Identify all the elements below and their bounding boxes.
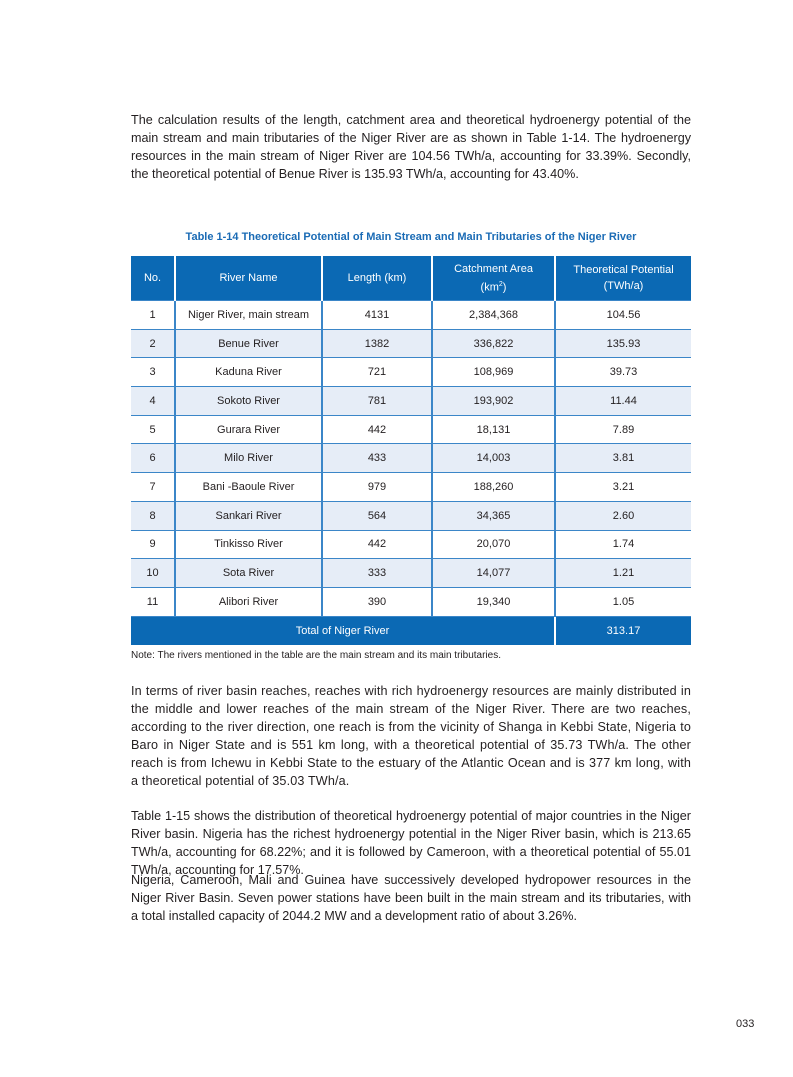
cell-no: 6 bbox=[131, 444, 175, 473]
table-row bbox=[131, 387, 691, 416]
cell-river-name: Tinkisso River bbox=[175, 530, 322, 559]
table-row bbox=[131, 530, 691, 559]
cell-potential: 7.89 bbox=[555, 415, 691, 444]
cell-river-name: Niger River, main stream bbox=[175, 301, 322, 330]
cell-no: 10 bbox=[131, 559, 175, 588]
cell-catchment-area: 34,365 bbox=[432, 501, 555, 530]
table-row bbox=[131, 329, 691, 358]
cell-potential: 39.73 bbox=[555, 358, 691, 387]
cell-potential: 3.21 bbox=[555, 473, 691, 502]
table-caption: Table 1-14 Theoretical Potential of Main Stream and Main Tributaries of the Niger River bbox=[185, 231, 637, 243]
total-label: Total of Niger River bbox=[131, 616, 555, 645]
cell-length: 442 bbox=[322, 415, 432, 444]
table-row bbox=[131, 444, 691, 473]
cell-length: 979 bbox=[322, 473, 432, 502]
cell-catchment-area: 193,902 bbox=[432, 387, 555, 416]
cell-length: 4131 bbox=[322, 301, 432, 330]
cell-river-name: Gurara River bbox=[175, 415, 322, 444]
cell-potential: 104.56 bbox=[555, 301, 691, 330]
cell-length: 721 bbox=[322, 358, 432, 387]
cell-length: 390 bbox=[322, 587, 432, 616]
cell-river-name: Bani -Baoule River bbox=[175, 473, 322, 502]
cell-catchment-area: 336,822 bbox=[432, 329, 555, 358]
cell-no: 4 bbox=[131, 387, 175, 416]
header-no: No. bbox=[131, 256, 175, 301]
cell-potential: 1.05 bbox=[555, 587, 691, 616]
table-header-row bbox=[131, 256, 691, 301]
cell-catchment-area: 14,003 bbox=[432, 444, 555, 473]
cell-no: 3 bbox=[131, 358, 175, 387]
cell-catchment-area: 2,384,368 bbox=[432, 301, 555, 330]
cell-length: 433 bbox=[322, 444, 432, 473]
intro-paragraph: The calculation results of the length, catchment area and theoretical hydroenergy potential of the main stream and main tributaries of the Niger River are as shown in Table 1-14. The hydroenergy resources in the main stream of Niger River are 104.56 TWh/a, accounting for 33.39%. Secondly, the theoretical potential of Benue River is 135.93 TWh/a, accounting for 43.40%. bbox=[131, 113, 691, 181]
page-number: 033 bbox=[736, 1018, 755, 1030]
cell-length: 564 bbox=[322, 501, 432, 530]
cell-catchment-area: 19,340 bbox=[432, 587, 555, 616]
cell-catchment-area: 20,070 bbox=[432, 530, 555, 559]
cell-length: 442 bbox=[322, 530, 432, 559]
table-row bbox=[131, 501, 691, 530]
table-row bbox=[131, 559, 691, 588]
cell-catchment-area: 14,077 bbox=[432, 559, 555, 588]
cell-potential: 1.74 bbox=[555, 530, 691, 559]
cell-potential: 135.93 bbox=[555, 329, 691, 358]
table-row bbox=[131, 473, 691, 502]
countries-paragraph: Table 1-15 shows the distribution of theoretical hydroenergy potential of major countries in the Niger River basin. Nigeria has the richest hydroenergy potential in the Niger River basin, which is 213.65 TWh/a, accounting for 68.22%; and it is followed by Cameroon, with a theoretical potential of 55.01 TWh/a, accounting for 17.57%. bbox=[131, 809, 691, 877]
cell-length: 333 bbox=[322, 559, 432, 588]
cell-no: 9 bbox=[131, 530, 175, 559]
cell-potential: 1.21 bbox=[555, 559, 691, 588]
cell-catchment-area: 18,131 bbox=[432, 415, 555, 444]
header-length: Length (km) bbox=[322, 256, 432, 301]
cell-no: 7 bbox=[131, 473, 175, 502]
cell-river-name: Milo River bbox=[175, 444, 322, 473]
header-theoretical-potential: Theoretical Potential (TWh/a) bbox=[555, 256, 691, 301]
cell-length: 781 bbox=[322, 387, 432, 416]
reaches-paragraph: In terms of river basin reaches, reaches with rich hydroenergy resources are mainly distributed in the middle and lower reaches of the main stream of the Niger River. There are two reaches, according to the river direction, one reach is from the vicinity of Shanga in Kebbi State, Nigeria to Baro in Niger State and is 551 km long, with a theoretical potential of 35.73 TWh/a. The other reach is from Ichewu in Kebbi State to the estuary of the Atlantic Ocean and is 377 km long, with a theoretical potential of 35.03 TWh/a. bbox=[131, 684, 691, 788]
cell-river-name: Sankari River bbox=[175, 501, 322, 530]
total-row bbox=[131, 616, 691, 645]
cell-length: 1382 bbox=[322, 329, 432, 358]
cell-catchment-area: 188,260 bbox=[432, 473, 555, 502]
development-paragraph: Nigeria, Cameroon, Mali and Guinea have successively developed hydropower resources in the Niger River Basin. Seven power stations have been built in the main stream and its tributaries, with a total installed capacity of 2044.2 MW and a development ratio of about 3.26%. bbox=[131, 873, 691, 923]
cell-river-name: Sota River bbox=[175, 559, 322, 588]
cell-potential: 11.44 bbox=[555, 387, 691, 416]
header-river-name: River Name bbox=[175, 256, 322, 301]
cell-no: 11 bbox=[131, 587, 175, 616]
table-row bbox=[131, 301, 691, 330]
cell-potential: 3.81 bbox=[555, 444, 691, 473]
cell-river-name: Sokoto River bbox=[175, 387, 322, 416]
cell-river-name: Alibori River bbox=[175, 587, 322, 616]
table-row bbox=[131, 587, 691, 616]
river-potential-table bbox=[131, 256, 691, 645]
cell-no: 2 bbox=[131, 329, 175, 358]
table-row bbox=[131, 358, 691, 387]
table-row bbox=[131, 415, 691, 444]
cell-river-name: Benue River bbox=[175, 329, 322, 358]
cell-catchment-area: 108,969 bbox=[432, 358, 555, 387]
table-note: Note: The rivers mentioned in the table are the main stream and its main tributaries. bbox=[131, 650, 501, 661]
cell-no: 8 bbox=[131, 501, 175, 530]
cell-potential: 2.60 bbox=[555, 501, 691, 530]
header-catchment-area: Catchment Area $(km^2)$ bbox=[432, 256, 555, 301]
cell-no: 5 bbox=[131, 415, 175, 444]
total-value: 313.17 bbox=[555, 616, 691, 645]
cell-river-name: Kaduna River bbox=[175, 358, 322, 387]
cell-no: 1 bbox=[131, 301, 175, 330]
